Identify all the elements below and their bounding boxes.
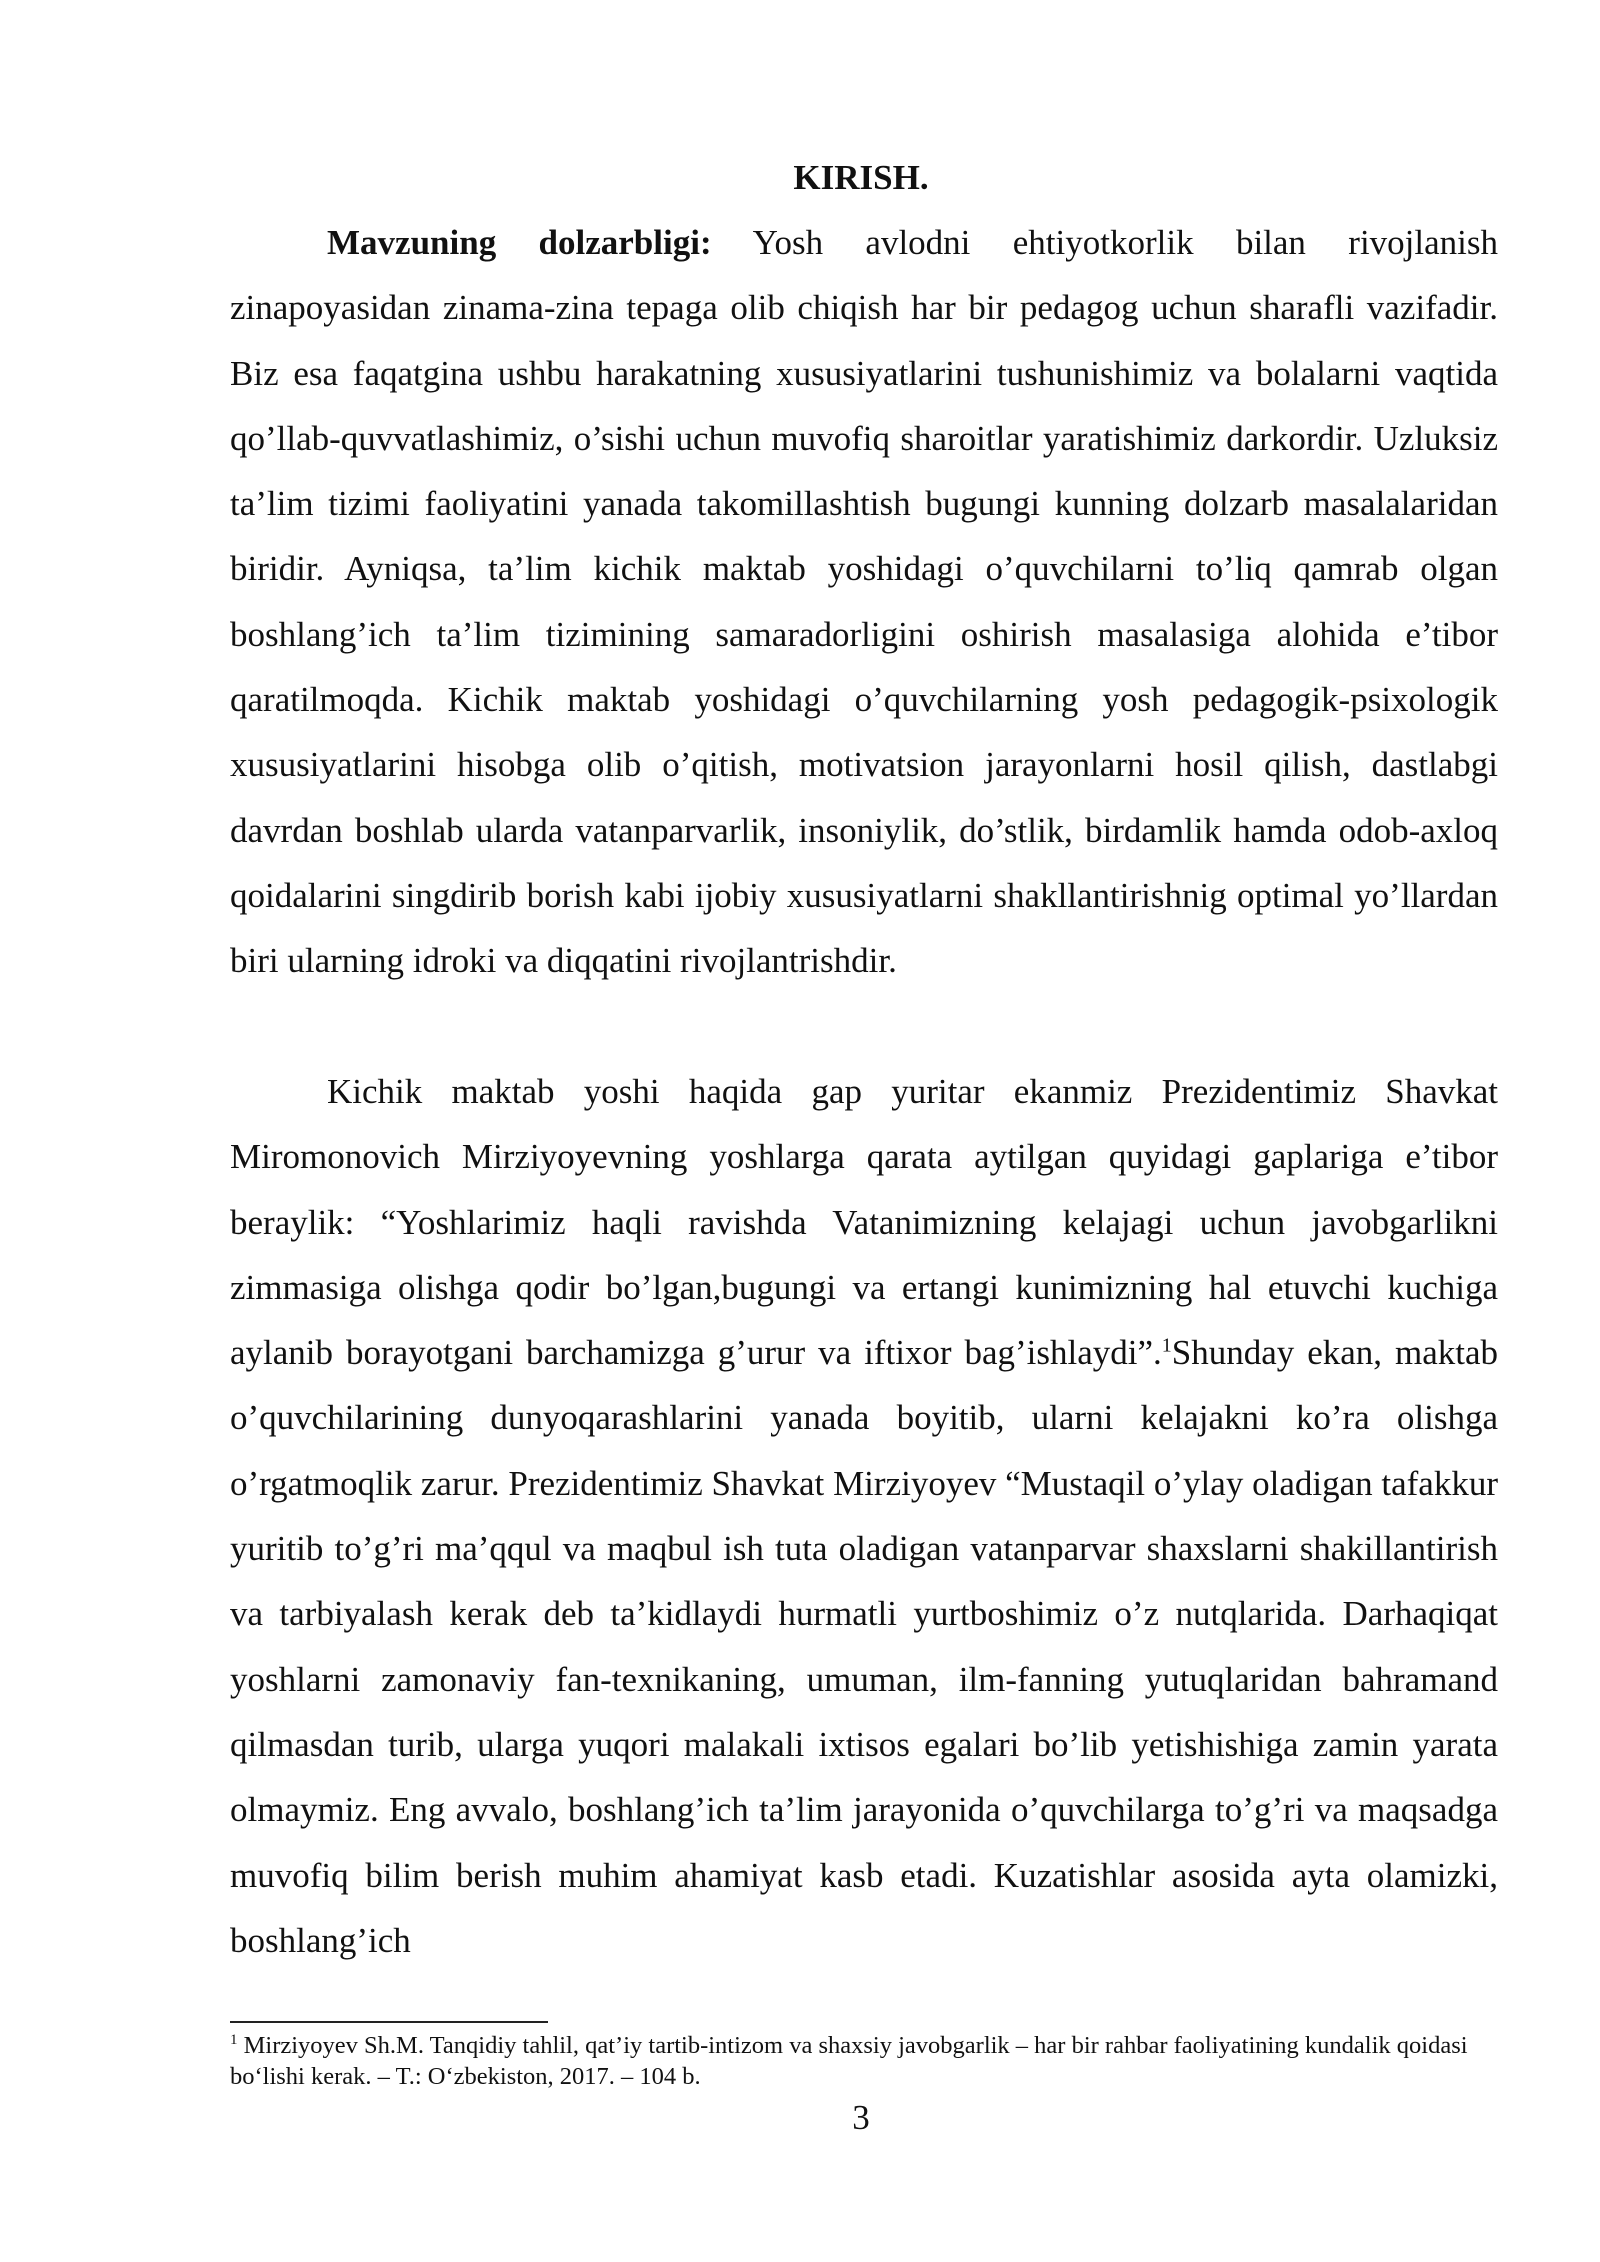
footnote-reference: 1 [1161,1334,1172,1357]
paragraph-text-before-note: Kichik maktab yoshi haqida gap yuritar ekanmiz Prezidentimiz Shavkat Miromonovich Mirziyoyevning yoshlarga qarata aytilgan quyidagi gaplariga e’tibor beraylik: “Yoshlarimiz haqli ravishda Vatanimizning kelajagi uchun javobgarlikni zimmasiga olishga qodir bo’lgan,bugungi va ertangi kunimizning hal etuvchi kuchiga aylanib borayotgani barchamizga g’urur va iftixor bag’ishlaydi”. [230,1072,1498,1373]
footnote-separator [230,2021,548,2023]
page-number: 3 [852,2098,870,2137]
footnote-mark: 1 [230,2031,238,2048]
paragraph-lead: Mavzuning dolzarbligi: [327,223,712,262]
page-heading: KIRISH. [793,158,929,197]
footnote-text: Mirziyoyev Sh.M. Tanqidiy tahlil, qat’iy tartib-intizom va shaxsiy javobgarlik – har bir rahbar faoliyatining kundalik qoidasi bo‘lishi kerak. – T.: O‘zbekiston, 2017. – 104 b. [230,2032,1468,2090]
paragraph-relevance [230,210,1498,994]
paragraph-text-after-note: Shunday ekan, maktab o’quvchilarining dunyoqarashlarini yanada boyitib, ularni kelajakni ko’ra olishga o’rgatmoqlik zarur. Prezidentimiz Shavkat Mirziyoyev “Mustaqil o’ylay oladigan tafakkur yuritib to’g’ri ma’qqul va maqbul ish tuta oladigan vatanparvar shaxslarni shakillantirish va tarbiyalash kerak deb ta’kidlaydi hurmatli yurtboshimiz o’z nutqlarida. Darhaqiqat yoshlarni zamonaviy fan-texnikaning, umuman, ilm-fanning yutuqlaridan bahramand qilmasdan turib, ularga yuqori malakali ixtisos egalari bo’lib yetishishiga zamin yarata olmaymiz. Eng avvalo, boshlang’ich ta’lim jarayonida o’quvchilarga to’g’ri va maqsadga muvofiq bilim berish muhim ahamiyat kasb etadi. Kuzatishlar asosida ayta olamizki, boshlang’ich [230,1333,1498,1960]
paragraph-school-age [230,1059,1498,1973]
paragraph-text: Yosh avlodni ehtiyotkorlik bilan rivojlanish zinapoyasidan zinama-zina tepaga olib chiqish har bir pedagog uchun sharafli vazifadir. Biz esa faqatgina ushbu harakatning xususiyatlarini tushunishimiz va bolalarni vaqtida qo’llab-quvvatlashimiz, o’sishi uchun muvofiq sharoitlar yaratishimiz darkordir. Uzluksiz ta’lim tizimi faoliyatini yanada takomillashtish bugungi kunning dolzarb masalalaridan biridir. Ayniqsa, ta’lim kichik maktab yoshidagi o’quvchilarni to’liq qamrab olgan boshlang’ich ta’lim tizimining samaradorligini oshirish masalasiga alohida e’tibor qaratilmoqda. Kichik maktab yoshidagi o’quvchilarning yosh pedagogik-psixologik xususiyatlarini hisobga olib o’qitish, motivatsion jarayonlarni hosil qilish, dastlabgi davrdan boshlab ularda vatanparvarlik, insoniylik, do’stlik, birdamlik hamda odob-axloq qoidalarini singdirib borish kabi ijobiy xususiyatlarni shakllantirishnig optimal yo’llardan biri ularning idroki va diqqatini rivojlantrishdir. [230,223,1498,981]
footnote [230,2030,1498,2092]
